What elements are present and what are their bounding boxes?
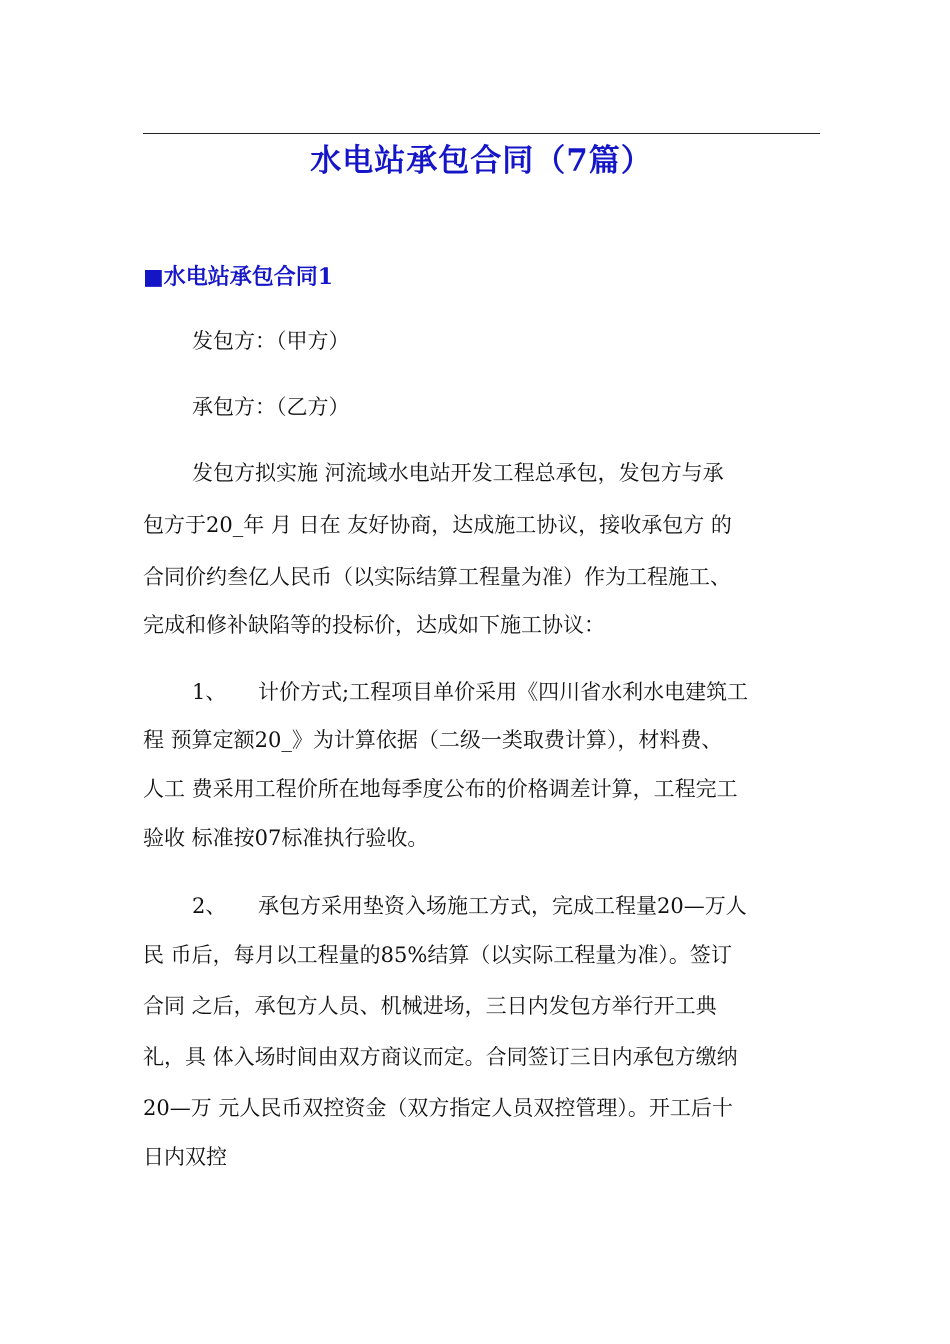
- paragraph-line: 完成和修补缺陷等的投标价，达成如下施工协议：: [143, 613, 605, 637]
- paragraph-line: 20—万 元人民币双控资金（双方指定人员双控管理）。开工后十: [143, 1096, 733, 1120]
- paragraph-line: 验收 标准按07标准执行验收。: [143, 826, 429, 850]
- paragraph-line: 合同 之后，承包方人员、机械进场，三日内发包方举行开工典: [143, 994, 717, 1018]
- clause-number: 2、: [192, 894, 227, 918]
- paragraph-line: 人工 费采用工程价所在地每季度公布的价格调差计算，工程完工: [143, 777, 738, 801]
- section-heading: ■水电站承包合同1: [143, 264, 334, 290]
- paragraph-line: 合同价约叁亿人民币（以实际结算工程量为准）作为工程施工、: [143, 565, 731, 589]
- party-a-line: 发包方：（甲方）: [192, 329, 350, 353]
- paragraph-line: 程 预算定额20_》为计算依据（二级一类取费计算），材料费、: [143, 728, 723, 752]
- paragraph-line: 民 币后，每月以工程量的85%结算（以实际工程量为准）。签订: [143, 943, 732, 967]
- paragraph-line: 日内双控: [143, 1145, 227, 1169]
- header-rule: [143, 133, 820, 134]
- paragraph-line: 发包方拟实施 河流域水电站开发工程总承包，发包方与承: [192, 461, 724, 485]
- paragraph-line: 承包方采用垫资入场施工方式，完成工程量20—万人: [258, 894, 747, 918]
- document-title: 水电站承包合同（7篇）: [310, 143, 653, 179]
- paragraph-line: 计价方式;工程项目单价采用《四川省水利水电建筑工: [258, 680, 749, 704]
- paragraph-line: 包方于20_年 月 日在 友好协商，达成施工协议，接收承包方 的: [143, 513, 732, 537]
- paragraph-line: 礼，具 体入场时间由双方商议而定。合同签订三日内承包方缴纳: [143, 1045, 738, 1069]
- clause-number: 1、: [192, 680, 227, 704]
- party-b-line: 承包方：（乙方）: [192, 395, 350, 419]
